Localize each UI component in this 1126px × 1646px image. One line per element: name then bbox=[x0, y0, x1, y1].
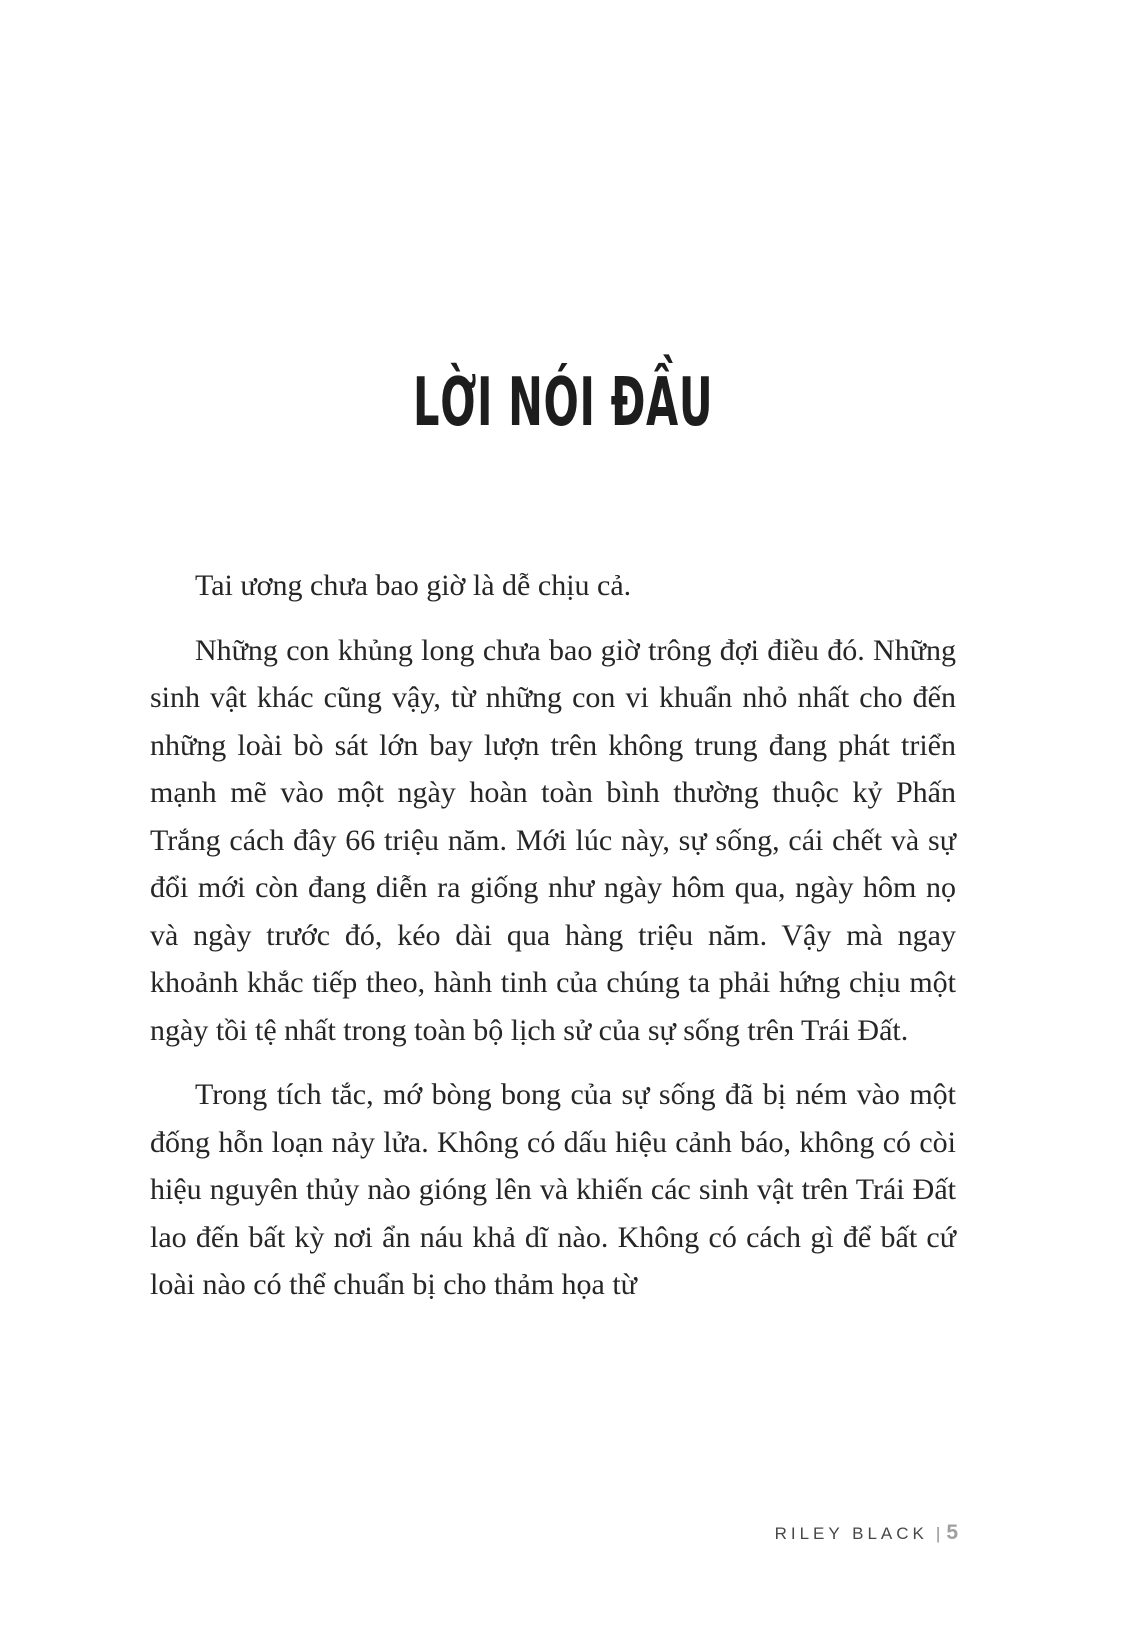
paragraph: Những con khủng long chưa bao giờ trông đợi điều đó. Những sinh vật khác cũng vậy, từ những con vi khuẩn nhỏ nhất cho đến những loài bò sát lớn bay lượn trên không trung đang phát triển mạnh mẽ vào một ngày hoàn toàn bình thường thuộc kỷ Phấn Trắng cách đây 66 triệu năm. Mới lúc này, sự sống, cái chết và sự đổi mới còn đang diễn ra giống như ngày hôm qua, ngày hôm nọ và ngày trước đó, kéo dài qua hàng triệu năm. Vậy mà ngay khoảnh khắc tiếp theo, hành tinh của chúng ta phải hứng chịu một ngày tồi tệ nhất trong toàn bộ lịch sử của sự sống trên Trái Đất. bbox=[150, 633, 956, 1047]
chapter-title-text: LỜI NÓI ĐẦU bbox=[412, 363, 714, 441]
page-number: 5 bbox=[946, 1521, 958, 1544]
page-footer bbox=[775, 1521, 958, 1545]
author-name: RILEY BLACK bbox=[774, 1524, 928, 1543]
footer-separator: | bbox=[935, 1524, 941, 1543]
paragraph: Tai ương chưa bao giờ là dễ chịu cả. bbox=[195, 569, 632, 602]
body-text bbox=[150, 562, 956, 1309]
chapter-title bbox=[0, 362, 1126, 442]
paragraph: Trong tích tắc, mớ bòng bong của sự sống đã bị ném vào một đống hỗn loạn nảy lửa. Không có dấu hiệu cảnh báo, không có còi hiệu nguyên thủy nào gióng lên và khiến các sinh vật trên Trái Đất lao đến bất kỳ nơi ẩn náu khả dĩ nào. Không có cách gì để bất cứ loài nào có thể chuẩn bị cho thảm họa từ bbox=[150, 1078, 956, 1301]
